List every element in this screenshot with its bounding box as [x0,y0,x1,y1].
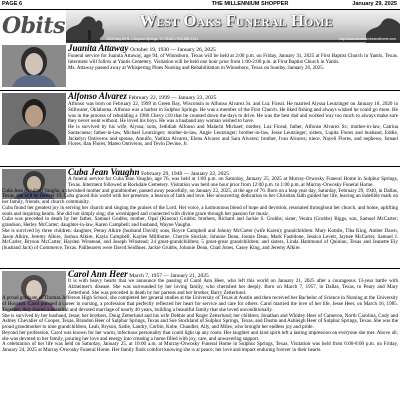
deceased-name: Alfonso Alvarez [68,91,127,101]
paragraph: Cuba was preceded in death by her father, Samuel Grubbs; mother, Opal (Kinson) Grubbs; brothers, Richard and Jackie S. Grubbs; sister, Venita (Grubbs) Biggs, son, Samuel McCarter; grandson, Herley McCarter; daughter-in-law, Karen Campbell; and husband, Wayne Vaughn. [2,216,398,228]
paragraph: A celebration of her life was held on Saturday, January 25, at 10:00 a.m. at Murray-Orwosky Funeral Home in Sulphur Springs, Texas. Visitation was held from 6:00-8:00 p.m. on Friday, January 24, 2025 at Murray-Orwosky Funeral Home. Her family finds comfort knowing she is at peace; her love and impact enduring forever in their hearts. [2,341,398,353]
funeral-home-name: West Oaks Funeral Home [139,11,333,30]
portrait-attaway-icon [2,45,66,87]
portrait-photo [2,45,66,87]
obituary-vaughn [0,168,400,268]
obituary-attaway [0,44,400,88]
paragraph: Cuba Jean (Grubbs) Vaughn, a cherished mother and grandmother, passed away peacefully, on January 22, 2025, at the age of 76. Born on a leap year day, Saturday, February 29, 1940, in Dallas, Texas, she will be forever 19. Cuba graced this world with her presence, a beacon of faith and love. Her unwavering dedication to her Christian faith guided her life, leaving an indelible mark on her family, friends, and church community. [2,187,398,205]
obituary-text [68,102,398,148]
page-number: PAGE 6 [2,1,23,7]
life-dates: February 22, 1999 — January 23, 2025 [128,95,217,101]
funeral-home-ad [66,10,400,43]
section-title: Obits [2,13,65,39]
deceased-name: Carol Ann Heer [68,269,128,279]
obituary-body [68,44,398,71]
paragraph: He is survived by his wife, Alyssa; sons, Jedidiah Alfonso and Malachi Michael; mother, Luz Ficeal; father, Alfonso Alvarez Sr.; mother-in-law, Catrina Santacoese; father-in-law, Michael Leutzinger; mother-in-law, Angie Leutzinger; brother-in-law, Jesse Leutzinger; sisters, Lupita Flores and husband, Eddie, Jackelyn Ontiveros and spouse, Amulfo, Yaditza Alvarez, Elena Alvarez and Sara Alvarez; brother, Ivan Alvarez; niece, Nayeli Flores, and nephews, Ismael Flores, Ilan Flores, Mateo Ontiveros, and Tevin Devine, Jr. [68,124,398,148]
obituary-text [2,177,398,252]
issue-date: January 29, 2025 [352,1,397,7]
paragraph: It is with heavy hearts that we announce the passing of Carol Ann Heer, who left this world on January 21, 2025 after a courageous 13-year battle with Alzheimer's disease. She was surrounded by her loving family, who cherished her deeply. Born on March 7, 1957, in Dallas, Texas, to Peary and Mary Zetterlund. She was preceded in death by her parents and her brother, Barry Zetterlund. [68,278,398,296]
paragraph: Beyond her profession, Carol was known for her warm, infectious personality that could light up any room. Her laughter and kind spirit left a lasting impression on everyone she met. Above all, she was devoted to her family, pouring her love and energy into creating a home filled with joy, care, and unwavering support. [2,329,398,342]
funeral-home-address: 1516 Hwy 69 N. • Sulphur Springs, TX 75482 • 903-885-2121 [106,37,199,41]
life-dates: February 29, 1940 — January 22, 2025 [141,171,230,177]
divider [0,90,400,91]
life-dates: March 7, 1957 — January 21, 2025 [129,273,209,279]
paragraph: Alfonso was born on February 22, 1999 in Green Bay, Wisconsin to Alfonso Alvarez Sr. and Luz Ficeal. He married Alyssa Leutzinger on January 18, 2020 in Stillwater, Oklahoma. Alfonso was a barber in Sulphur Springs. He was a member of the First Church. He liked fishing and always wished he could go more. He was in the process of rebuilding a 1986 Chevy c10 that he counted down the days to drive. He was the best dad and worked way too much to always make sure they never went without. He loved his boys. He was a husband any woman wished to have. [68,101,398,125]
paragraph: She is survived by three children: daughter, Penny Alkire (husband David); sons, Royce Campbell and Johnny McCarter (wife Karen); grandchildren: Mary Kombs, Tiba King, Amber Dawn, Jason Alkire, Jeremy Alkire, Joshua Alkire, Kayla Campbell, Kaylee Millburne, Cheryle Sinclair, Johnnie Dean, Jonnie Dean, Mark Fastidone, Jessica Levett, Jaynee McCarter, Samuel J. McCarter, Bryson McCarter, Hayden Winstead, and Joseph Winstead; 24 great-grandchildren; 5 great-great grandchildren; and sisters, Linda Hammond of Quinlan, Texas and Jeanette Ely (husband Jack) of Commerce, Texas. Pallbearers were David Seidhner, Jackie Grubbs, Johnnie Dean, Chad Jones, Casey King, and Jeremy Alkire. [2,227,398,251]
newspaper-name: THE MILLENNIUM SHOPPER [211,1,289,7]
divider [0,166,400,167]
portrait-alvarez-icon [2,93,66,145]
obituary-text [68,54,398,71]
page-header [0,0,400,9]
portrait-photo [2,93,66,145]
divider [0,268,400,269]
paragraph: A proud graduate of Thomas Jefferson High School, she completed her general studies at the University of Texas at Austin and then received her Bachelor of Science in Nursing at the University of Houston. Carol pursued a career in nursing, a profession that perfectly reflected her heart for service and care for others. Carol married the love of her life, Jesse Heer, on March 16, 1985. Together, they shared a beautiful and devoted marriage of nearly 40 years, building a beautiful family that she loved unconditionally. [2,295,398,313]
obituary-heer [0,270,400,400]
obituary-text [2,279,398,354]
obituary-alvarez [0,92,400,164]
paragraph: Cuba found her greatest joy in serving her church and singing the praises of the Lord. Her voice, a harmonious blend of hope and devotion, resonated throughout her church, and home, uplifting souls and inspiring hearts. She did not simply sing; she worshipped and connected with divine grace through her passion for music. [2,204,398,217]
deceased-name: Juanita Attaway [68,43,129,53]
life-dates: October 19, 1930 — January 26, 2025 [130,47,216,53]
funeral-home-website[interactable]: http://www.westoaksfuneralhome.com [339,37,396,41]
paragraph: She is survived by her husband, Jesse; her brothers, Doug Zetterlund and his wife Debbie and Roger Zetterlund; her children; Jonathan and Whitley Heer of Cameron, North Carolina, Cody and Ashley Chevalier of Cooper, Texas, Brandon Heer of Sulphur Springs, Texas and Sue Stockland of Sulphur Springs, Texas, and Dustin and Ashleigh Heer of Sulphur Springs, Texas. She was the proud grandmother to nine grandchildren, Leah, Bryson, Sadie, Landry, Corbin, Kobe, Chandler, Ally, and Miles, who brought her endless joy and pride. [2,312,398,330]
paragraph: Funeral service for Juanita Attaway, age 94, of Winnsboro, Texas will be held at 2:00 p.m. on Friday, January 31, 2025 at First Baptist Church in Yantis, Texas. Interment will follow at Yantis Cemetery. Visitation will be held one hour prior from 1:00-2:00 p.m. at First Baptist Church in Yantis. [68,53,398,65]
paragraph: Ms. Attaway passed away at Whispering Pines Nursing and Rehabilitation in Winnsboro, Texas on Sunday, January 26, 2025. [68,64,325,71]
obituary-body [68,92,398,148]
obits-banner [0,10,400,43]
paragraph: A funeral service for Cuba Jean Vaughn, age 76, was held at 1:00 p.m. on Saturday, January 25, 2025 at Murray-Orwosky Funeral Home in Sulphur Springs, Texas. Interment followed at Rockdale Cemetery. Visitation was held one hour prior from 12:00 p.m. to 1:00 p.m. at Murray-Orwosky Funeral Home. [68,176,398,188]
deceased-name: Cuba Jean Vaughn [68,167,140,177]
